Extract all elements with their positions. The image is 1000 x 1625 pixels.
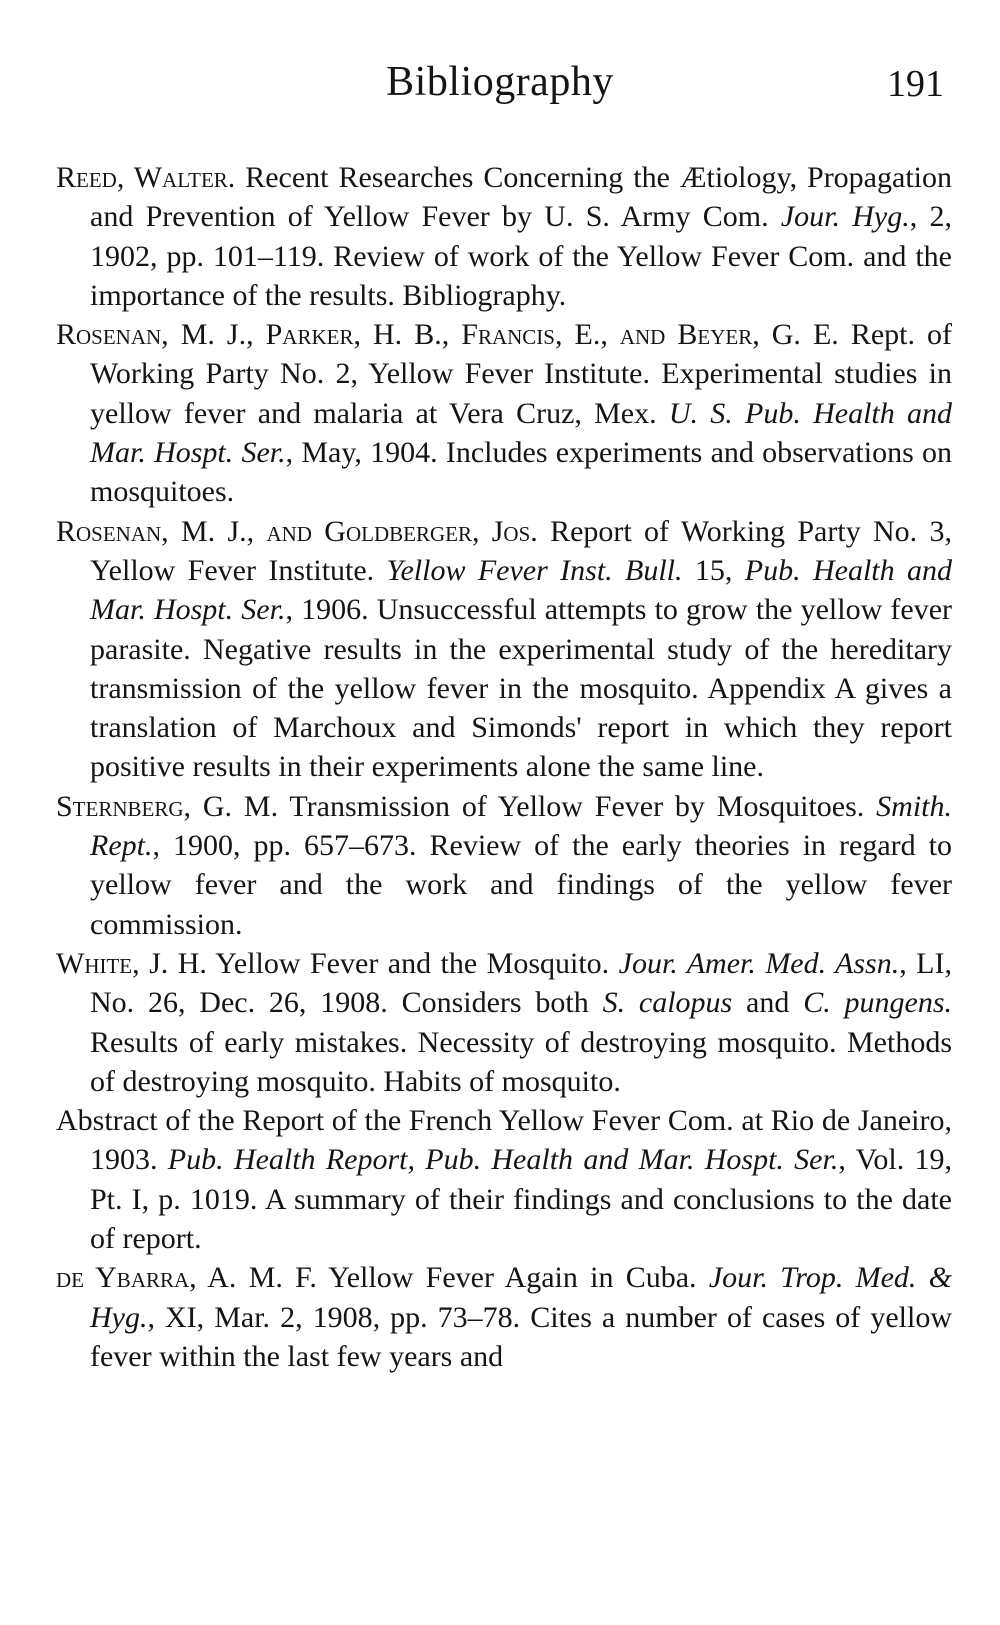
entry-note: , 2, 1902, pp. 101–119. Review of work of the Yellow Fever Com. and the importance of the results. Bibliography. <box>90 200 953 312</box>
entry-author: Rosenan, M. J., Parker, H. B., Francis, E., and Beyer, G. E. <box>56 318 839 352</box>
page-number: 191 <box>887 63 944 105</box>
entry-author: Reed, Walter. <box>56 161 236 194</box>
entry-author: White, J. H. <box>56 946 207 980</box>
bib-entry-rosenan-parker <box>56 315 952 511</box>
entry-note: , May, 1904. Includes experiments and observations on mosquitoes. <box>90 436 952 509</box>
bib-entry-rosenan-goldberger <box>56 512 952 787</box>
entry-author: Rosenan, M. J., and Goldberger, Jos. <box>56 514 538 548</box>
entry-title: Yellow Fever and the Mosquito. <box>206 946 619 980</box>
bib-entry-white <box>56 944 952 1101</box>
bib-entry-sternberg <box>56 787 952 944</box>
page-header <box>0 58 1000 118</box>
bib-entry-reed <box>56 158 952 315</box>
entry-mid-2: and <box>732 986 804 1020</box>
entry-source: Smith. Rept. <box>90 789 952 863</box>
entry-source-3: C. pungens. <box>803 986 953 1020</box>
entry-source: Pub. Health Report, Pub. Health and Mar. Hospt. Ser. <box>167 1143 839 1177</box>
entry-author: de Ybarra, A. M. F. <box>56 1261 317 1295</box>
entry-source: Jour. Trop. Med. & Hyg. <box>90 1261 952 1334</box>
entry-source: Jour. Hyg. <box>780 200 910 234</box>
entry-note: Results of early mistakes. Necessity of destroying mosquito. Methods of destroying mosquito. Habits of mosquito. <box>90 1025 952 1098</box>
entry-title: Rept. of Working Party No. 2, Yellow Fever Institute. Experimental studies in yellow fever and malaria at Vera Cruz, Mex. <box>90 318 952 430</box>
entry-note: , Vol. 19, Pt. I, p. 1019. A summary of their findings and conclusions to the date of report. <box>90 1143 953 1256</box>
bib-entry-de-ybarra <box>56 1258 952 1376</box>
entry-source-2: S. calopus <box>602 986 733 1020</box>
entry-mid: 15, <box>682 553 745 587</box>
entry-source-2: Pub. Health and Mar. Hospt. Ser. <box>90 553 952 627</box>
entry-source: U. S. Pub. Health and Mar. Hospt. Ser. <box>90 396 952 470</box>
entry-note: , 1906. Unsuccessful attempts to grow the yellow fever parasite. Negative results in the experimental study of the hereditary transmission of the yellow fever in the mosquito. Appendix A gives a translation of Marchoux and Simonds' report in which they report positive results in their experiments alone the same line. <box>90 593 952 784</box>
entry-source: Yellow Fever Inst. Bull. <box>386 553 683 587</box>
entry-author: Sternberg, G. M. <box>56 789 279 823</box>
page-title: Bibliography <box>386 59 614 105</box>
entry-note: , XI, Mar. 2, 1908, pp. 73–78. Cites a number of cases of yellow fever within the last few years and <box>90 1300 952 1373</box>
bibliography-list <box>56 158 952 1376</box>
entry-source: Jour. Amer. Med. Assn. <box>618 946 900 980</box>
entry-title: Yellow Fever Again in Cuba. <box>316 1261 709 1295</box>
entry-title: Transmission of Yellow Fever by Mosquitoes. <box>278 789 877 823</box>
entry-title: Report of Working Party No. 3, Yellow Fever Institute. <box>90 514 952 587</box>
bib-entry-french-commission <box>56 1101 952 1258</box>
entry-mid: , LI, No. 26, Dec. 26, 1908. Considers both <box>90 946 952 1020</box>
entry-title: Recent Researches Concerning the Ætiology, Propagation and Prevention of Yellow Fever by U. S. Army Com. <box>90 161 952 234</box>
entry-lead: Abstract of the Report of the French Yellow Fever Com. at Rio de Janeiro, 1903. <box>56 1104 952 1177</box>
entry-note: , 1900, pp. 657–673. Review of the early theories in regard to yellow fever and the work and findings of the yellow fever commission. <box>90 829 952 941</box>
